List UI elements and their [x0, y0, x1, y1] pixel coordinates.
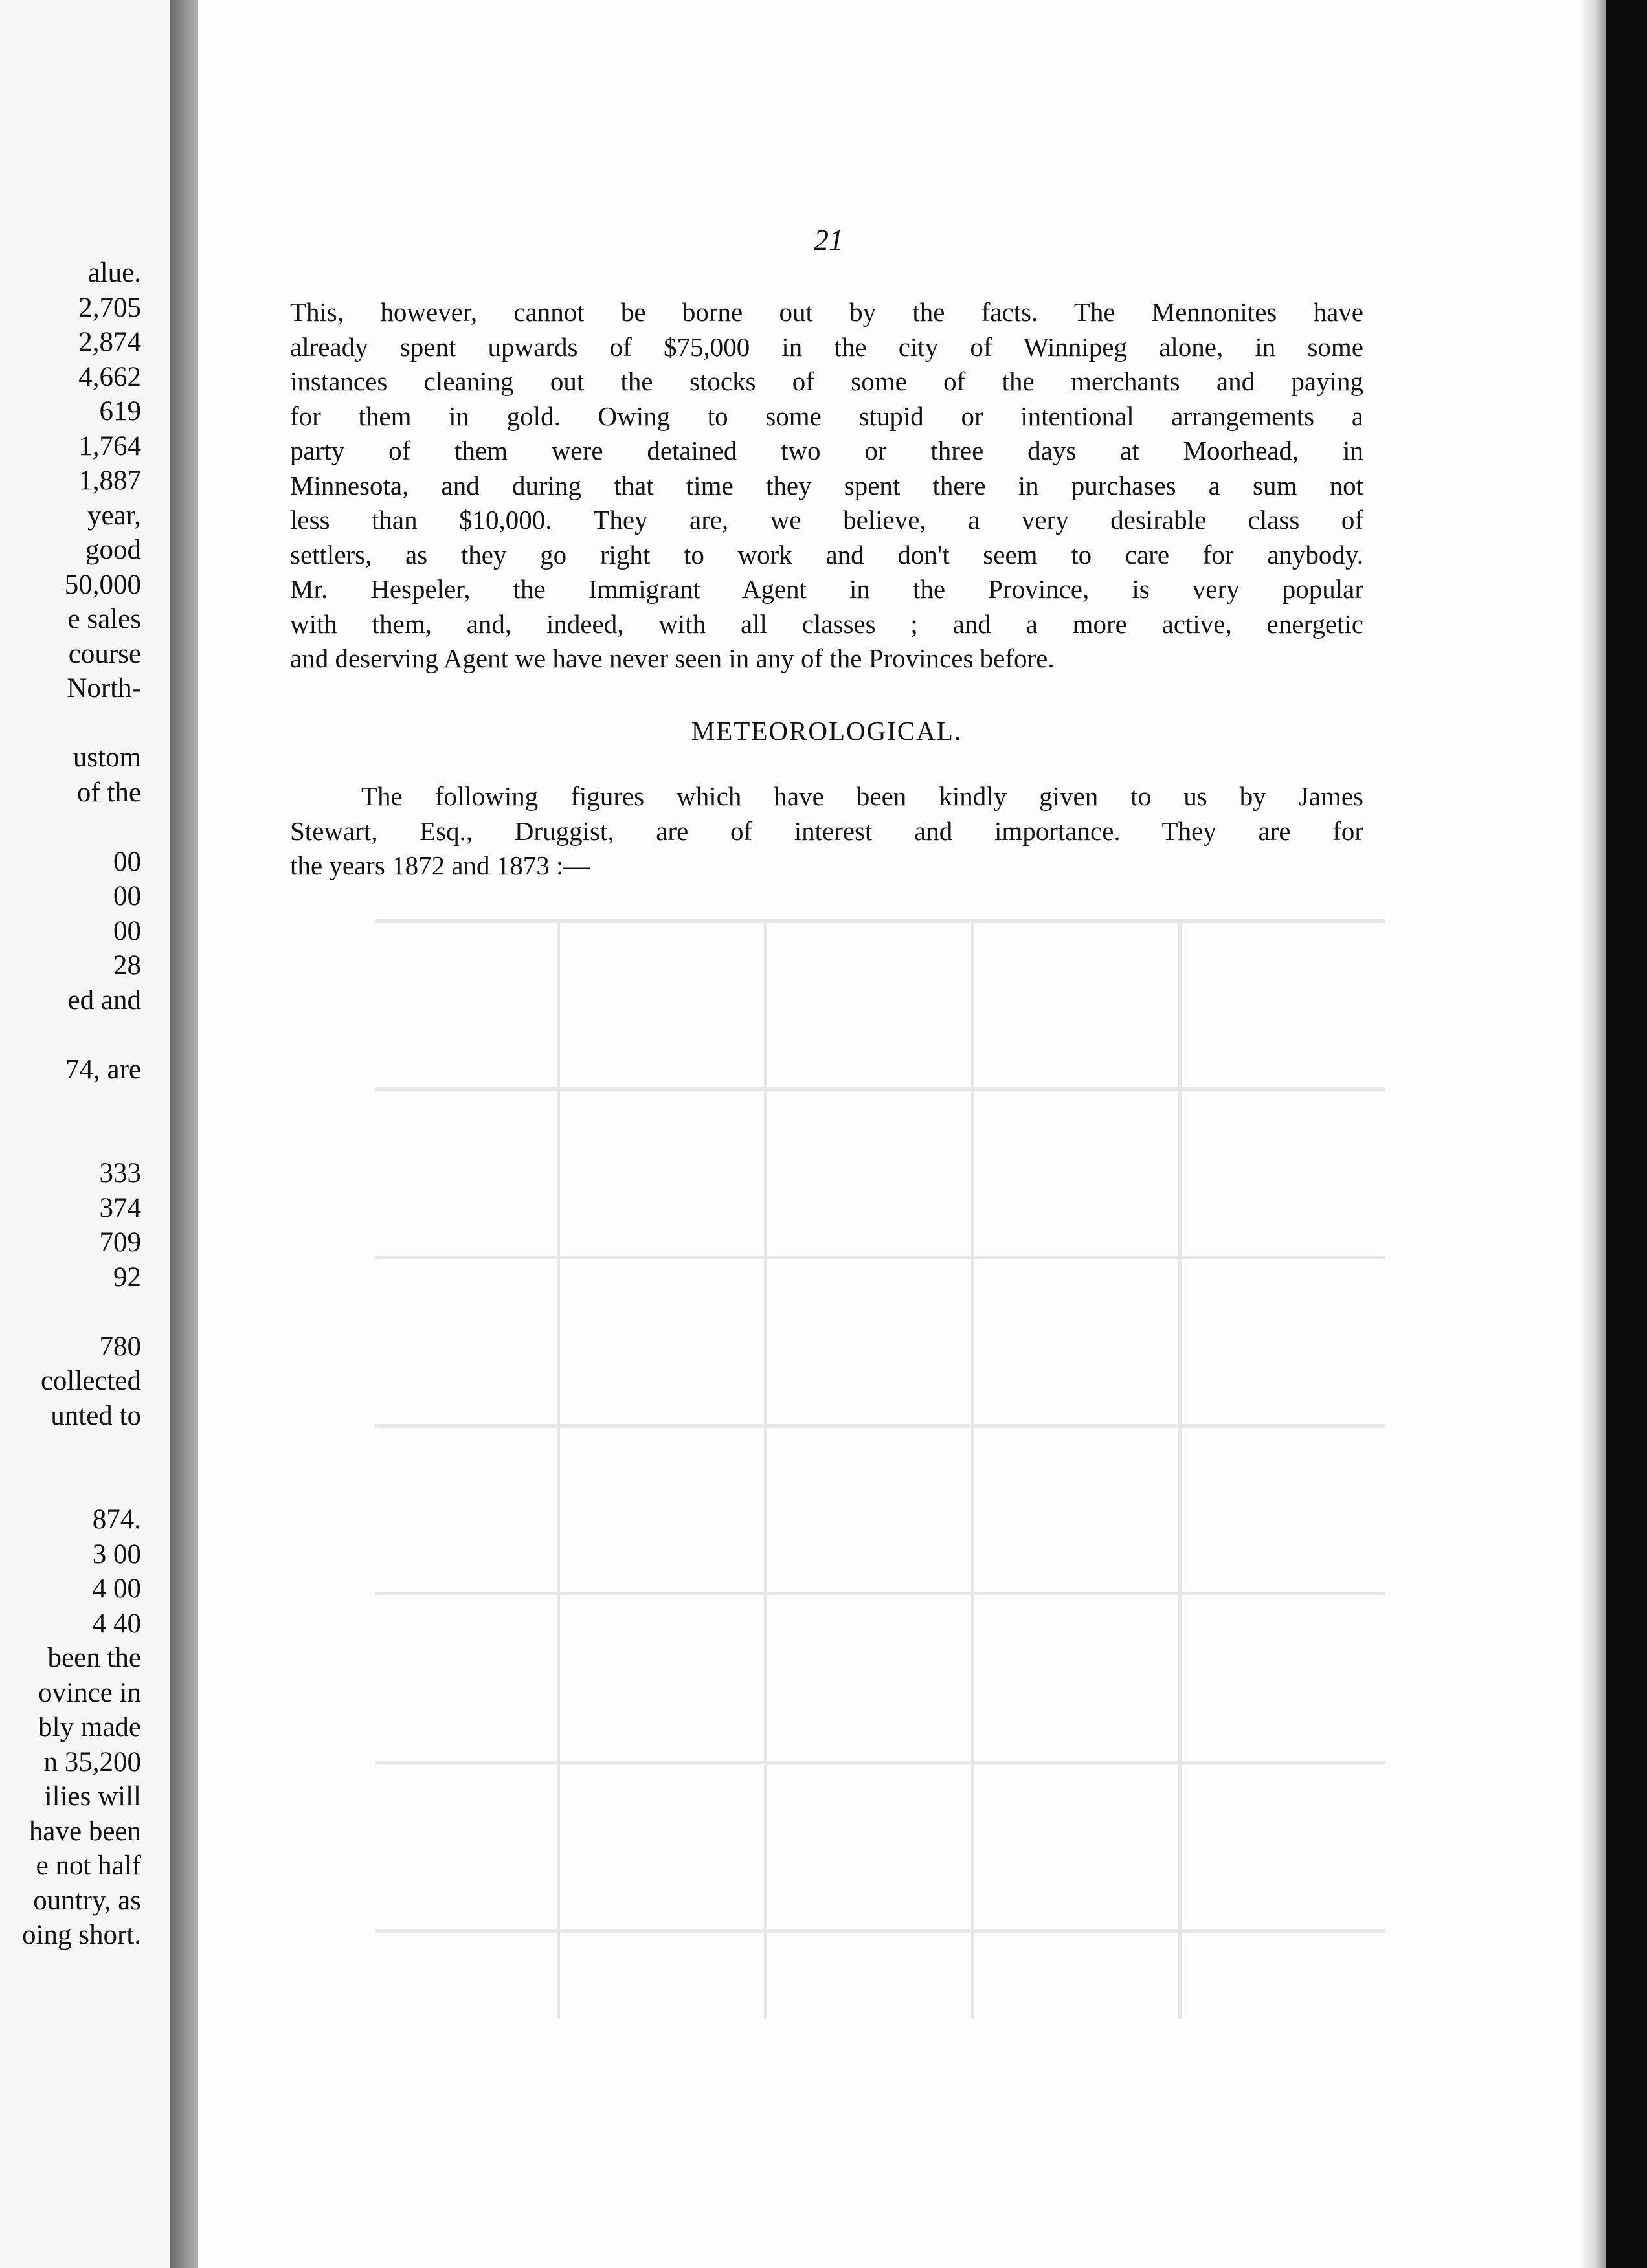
facing-page-line: ovince in — [38, 1677, 141, 1708]
facing-page-line: ed and — [67, 984, 141, 1016]
facing-page-line: 00 — [113, 881, 141, 911]
facing-page-line: good — [85, 535, 141, 565]
facing-page-line: been the — [47, 1643, 141, 1673]
facing-page-line: oing short. — [22, 1920, 141, 1950]
facing-page-line: 92 — [113, 1262, 141, 1293]
facing-page-line: 74, are — [65, 1054, 141, 1085]
section-heading: METEOROLOGICAL. — [691, 716, 963, 746]
facing-page-line: 619 — [99, 396, 141, 427]
facing-page-line: alue. — [87, 258, 141, 288]
facing-page-line: of the — [76, 777, 141, 808]
facing-page-line: 00 — [113, 915, 141, 946]
facing-page-line: collected — [40, 1366, 141, 1396]
book-gutter — [170, 0, 198, 2268]
paragraph-meteorological — [290, 779, 1363, 884]
facing-page-line: 00 — [113, 846, 141, 877]
facing-page-line: have been — [28, 1816, 141, 1847]
facing-page-line: 2,705 — [78, 292, 141, 323]
facing-page-line: North- — [67, 673, 141, 704]
paragraph-mennonites — [290, 295, 1363, 676]
text-line: The following figures which have been kindly given to us by James — [361, 781, 1363, 811]
text-line: less than $10,000. They are, we believe, a very desirable class of — [290, 505, 1363, 535]
text-line: already spent upwards of $75,000 in the city of Winnipeg alone, in some — [290, 331, 1363, 362]
facing-page-line: 780 — [99, 1331, 141, 1362]
facing-page-line: course — [68, 638, 141, 669]
text-line: Stewart, Esq., Druggist, are of interest and importance. They are for — [290, 816, 1363, 846]
facing-page-line: ilies will — [44, 1781, 141, 1812]
facing-page-line: 28 — [113, 950, 141, 981]
facing-page-line: 874. — [92, 1504, 141, 1535]
facing-page-line: 709 — [99, 1227, 141, 1258]
text-line: This, however, cannot be borne out by the facts. The Mennonites have — [290, 297, 1363, 327]
text-line: Mr. Hespeler, the Immigrant Agent in the Province, is very popular — [290, 574, 1363, 604]
facing-page-line: ustom — [73, 742, 141, 773]
facing-page-line: 1,764 — [78, 430, 141, 461]
text-line: settlers, as they go right to work and don't seem to care for anybody. — [290, 539, 1363, 570]
facing-page-line: 374 — [99, 1192, 141, 1223]
page-edge — [1580, 0, 1606, 2268]
facing-page-line: bly made — [38, 1712, 141, 1742]
facing-page-line: 2,874 — [78, 327, 141, 357]
text-line: and deserving Agent we have never seen in any of the Provinces before. — [290, 643, 1055, 673]
facing-page-line: year, — [87, 500, 141, 531]
facing-page-line: e not half — [36, 1851, 141, 1881]
facing-page-line: ountry, as — [33, 1885, 141, 1916]
text-line: Minnesota, and during that time they spent there in purchases a sum not — [290, 470, 1363, 500]
text-line: for them in gold. Owing to some stupid or intentional arrangements a — [290, 401, 1363, 431]
text-line: party of them were detained two or three days at Moorhead, in — [290, 436, 1363, 465]
facing-page-line: unted to — [50, 1400, 141, 1431]
facing-page-line: n 35,200 — [43, 1746, 141, 1777]
page-number: 21 — [814, 223, 844, 256]
text-line: instances cleaning out the stocks of some of the merchants and paying — [290, 366, 1363, 396]
text-line: with them, and, indeed, with all classes ; and a more active, energetic — [290, 608, 1363, 639]
facing-page-line: 4 40 — [92, 1608, 141, 1639]
facing-page-line: 4 00 — [92, 1573, 141, 1604]
facing-page-line: 1,887 — [78, 465, 141, 496]
facing-page-line: 3 00 — [92, 1539, 141, 1570]
facing-page-left — [0, 0, 170, 2268]
facing-page-line: 50,000 — [64, 569, 141, 600]
facing-page-text — [0, 0, 170, 2268]
scan-backdrop — [1606, 0, 1647, 2268]
facing-page-line: 4,662 — [78, 361, 141, 392]
facing-page-line: e sales — [67, 604, 141, 634]
facing-page-line: 333 — [99, 1158, 141, 1188]
text-line: the years 1872 and 1873 :— — [290, 850, 590, 880]
